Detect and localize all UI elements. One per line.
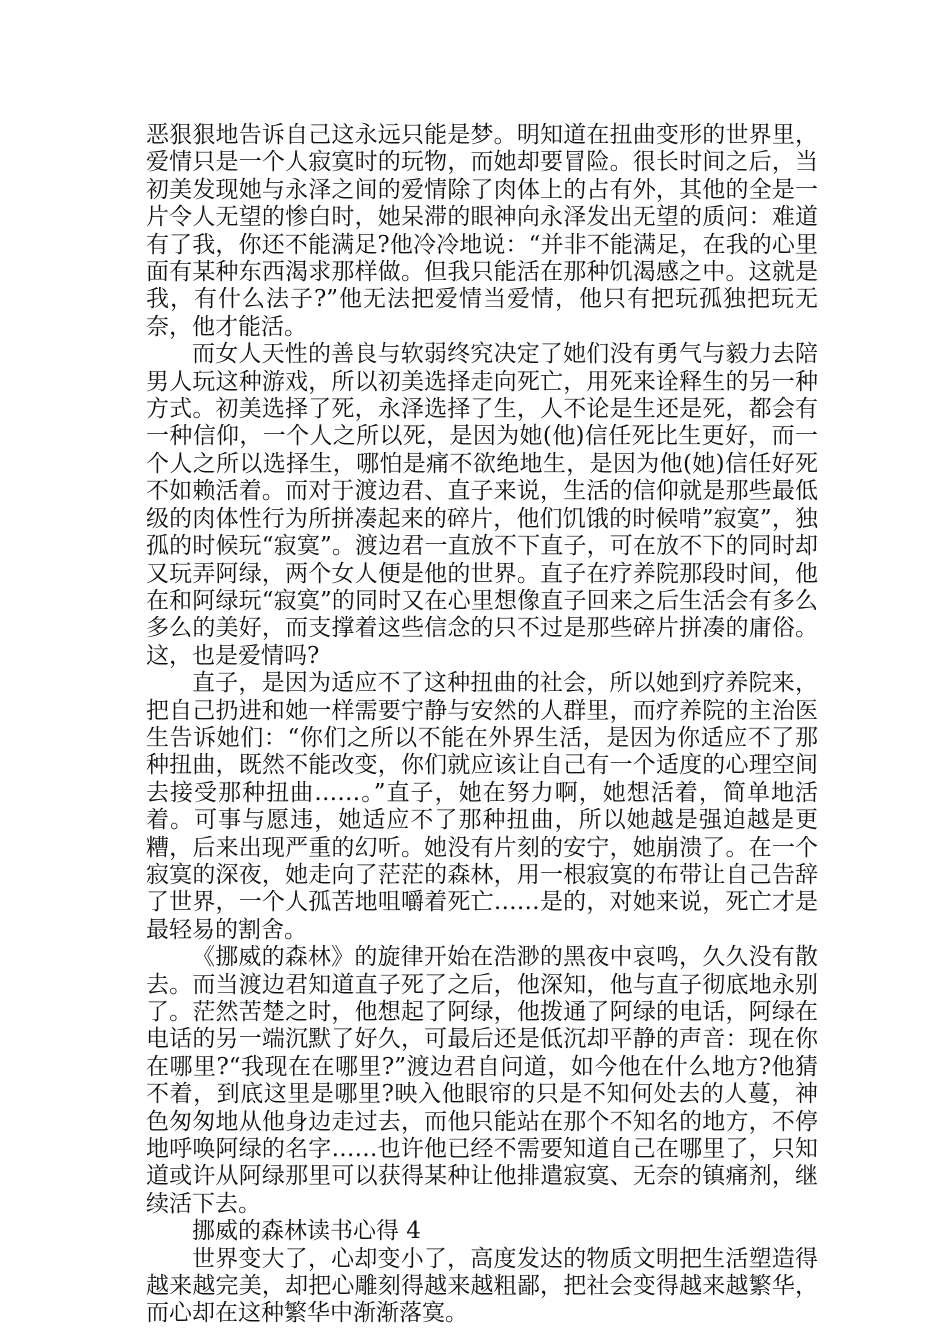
paragraph-norwegian-wood-melody: 《挪威的森林》的旋律开始在浩渺的黑夜中哀鸣，久久没有散去。而当渡边君知道直子死了之后，他深知，他与直子彻底地永别了。茫然苦楚之时，他想起了阿绿，他拨通了阿绿的电话，阿绿在电话的另一端沉默了好久，可最后还是低沉却平静的声音：现在你在哪里?“我现在在哪里?”渡边君自问道，如今他在什么地方?他猜不着，到底这里是哪里?映入他眼帘的只是不知何处去的人蔓，神色匆匆地从他身边走过去，而他只能站在那个不知名的地方，不停地呼唤阿绿的名字……也许他已经不需要知道自己在哪里了，只知道或许从阿绿那里可以获得某种让他排遣寂寞、无奈的镇痛剂，继续活下去。 [146,944,818,1217]
paragraph-continuation: 恶狠狠地告诉自己这永远只能是梦。明知道在扭曲变形的世界里，爱情只是一个人寂寞时的玩物，而她却要冒险。很长时间之后，当初美发现她与永泽之间的爱情除了肉体上的占有外，其他的全是一片令人无望的惨白时，她呆滞的眼神向永泽发出无望的质问：难道有了我，你还不能满足?他冷冷地说：“并非不能满足，在我的心里面有某种东西渴求那样做。但我只能活在那种饥渴感之中。这就是我，有什么法子?”他无法把爱情当爱情，他只有把玩孤独把玩无奈，他才能活。 [146,122,818,340]
paragraph-women-nature: 而女人天性的善良与软弱终究决定了她们没有勇气与毅力去陪男人玩这种游戏，所以初美选择走向死亡，用死来诠释生的另一种方式。初美选择了死，永泽选择了生，人不论是生还是死，都会有一种信仰，一个人之所以死，是因为她(他)信任死比生更好，而一个人之所以选择生，哪怕是痛不欲绝地生，是因为他(她)信任好死不如赖活着。而对于渡边君、直子来说，生活的信仰就是那些最低级的肉体性行为所拼凑起来的碎片，他们饥饿的时候啃”寂寞”，独孤的时候玩“寂寞”。渡边君一直放不下直子，可在放不下的同时却又玩弄阿绿，两个女人便是他的世界。直子在疗养院那段时间，他在和阿绿玩“寂寞”的同时又在心里想像直子回来之后生活会有多么多么的美好，而支撑着这些信念的只不过是那些碎片拼凑的庸俗。这，也是爱情吗? [146,341,818,669]
paragraph-naoko: 直子，是因为适应不了这种扭曲的社会，所以她到疗养院来，把自己扔进和她一样需要宁静与安然的人群里，而疗养院的主治医生告诉她们：“你们之所以不能在外界生活，是因为你适应不了那种扭曲，既然不能改变，你们就应该让自己有一个适度的心理空间去接受那种扭曲……。”直子，她在努力啊，她想活着，简单地活着。可事与愿违，她适应不了那种扭曲，所以她越是强迫越是更糟，后来出现严重的幻听。她没有片刻的安宁，她崩溃了。在一个寂寞的深夜，她走向了茫茫的森林，用一根寂寞的布带让自己告辞了世界，一个人孤苦地咀嚼着死亡……是的，对她来说，死亡才是最轻易的割舍。 [146,670,818,943]
section-heading: 挪威的森林读书心得 4 [192,1218,421,1245]
paragraph-world-bigger: 世界变大了，心却变小了，高度发达的物质文明把生活塑造得越来越完美，却把心雕刻得越来越粗鄙，把社会变得越来越繁华，而心却在这种繁华中渐渐落寞。 [146,1245,818,1327]
document-page [146,122,818,1328]
